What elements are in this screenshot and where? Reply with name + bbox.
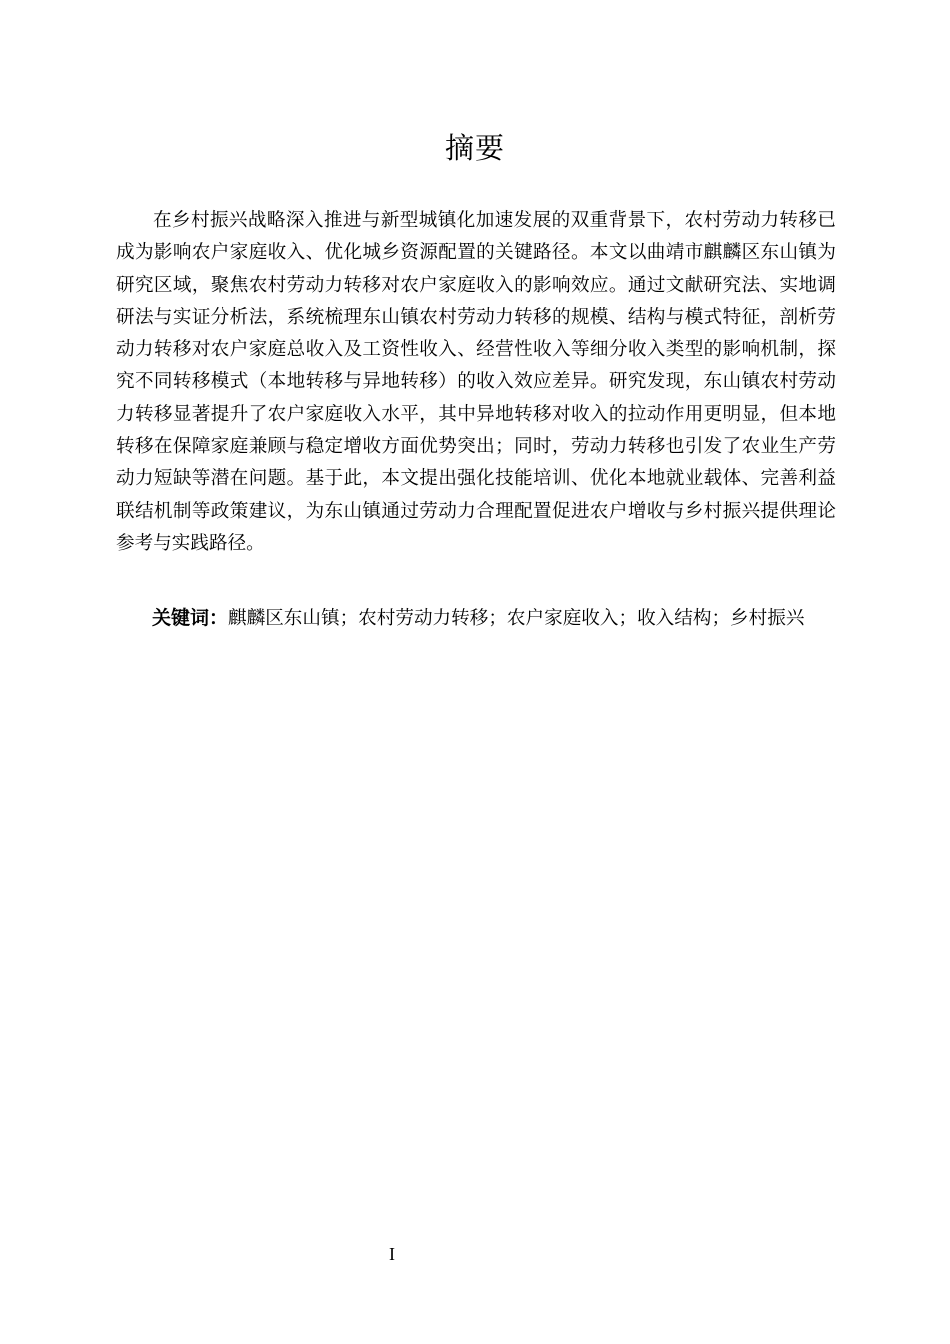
keywords-list: 麒麟区东山镇；农村劳动力转移；农户家庭收入；收入结构；乡村振兴 (228, 608, 805, 629)
abstract-paragraph: 在乡村振兴战略深入推进与新型城镇化加速发展的双重背景下，农村劳动力转移已成为影响农户家庭收入、优化城乡资源配置的关键路径。本文以曲靖市麒麟区东山镇为研究区域，聚焦农村劳动力转移对农户家庭收入的影响效应。通过文献研究法、实地调研法与实证分析法，系统梳理东山镇农村劳动力转移的规模、结构与模式特征，剖析劳动力转移对农户家庭总收入及工资性收入、经营性收入等细分收入类型的影响机制，探究不同转移模式（本地转移与异地转移）的收入效应差异。研究发现，东山镇农村劳动力转移显著提升了农户家庭收入水平，其中异地转移对收入的拉动作用更明显，但本地转移在保障家庭兼顾与稳定增收方面优势突出；同时，劳动力转移也引发了农业生产劳动力短缺等潜在问题。基于此，本文提出强化技能培训、优化本地就业载体、完善利益联结机制等政策建议，为东山镇通过劳动力合理配置促进农户增收与乡村振兴提供理论参考与实践路径。 (116, 210, 836, 554)
keywords-line (152, 602, 852, 635)
abstract-title: 摘要 (444, 131, 505, 165)
page-number: I (389, 1244, 395, 1264)
keywords-label: 关键词： (152, 607, 229, 629)
